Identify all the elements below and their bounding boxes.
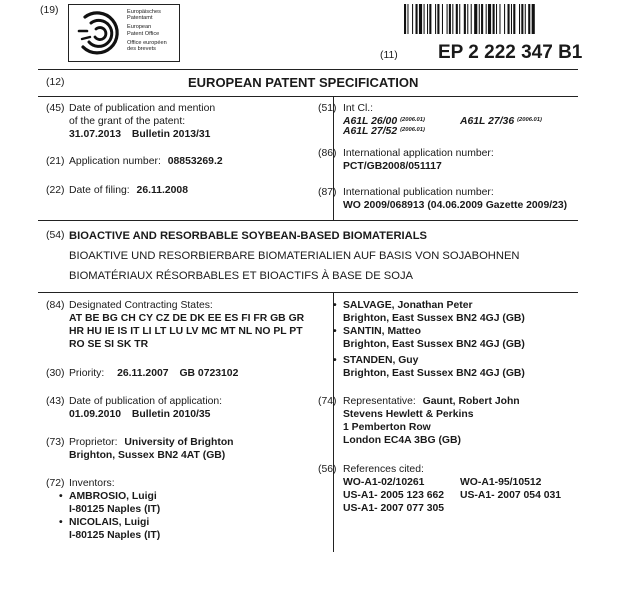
barcode-bar xyxy=(412,4,413,34)
field-code-51: (51) xyxy=(318,103,337,114)
field-code-84: (84) xyxy=(46,300,65,311)
title-french: BIOMATÉRIAUX RÉSORBABLES ET BIOACTIFS À BASE DE SOJA xyxy=(69,270,413,282)
epo-logo-icon xyxy=(75,9,121,57)
office-name-line: des brevets xyxy=(127,46,156,53)
grant-bulletin: Bulletin 2013/31 xyxy=(131,129,211,140)
barcode-bar xyxy=(493,4,495,34)
proprietor-label: Proprietor: xyxy=(69,437,118,448)
filing-date-value: 26.11.2008 xyxy=(136,185,188,196)
application-publication-bulletin: Bulletin 2010/35 xyxy=(131,409,211,420)
reference-cited: US-A1- 2007 077 305 xyxy=(343,503,445,514)
barcode-bar xyxy=(437,4,439,34)
field-code-54: (54) xyxy=(46,230,65,241)
contracting-states-label: Designated Contracting States: xyxy=(69,300,213,311)
proprietor-name: University of Brighton xyxy=(124,437,234,448)
barcode-bar xyxy=(467,4,468,34)
barcode-bar xyxy=(488,4,491,34)
field-code-87: (87) xyxy=(318,187,337,198)
office-name-line: Europäisches xyxy=(127,9,161,15)
representative-line: London EC4A 3BG (GB) xyxy=(343,435,461,446)
barcode-bar xyxy=(528,4,530,34)
reference-cited: WO-A1-95/10512 xyxy=(460,477,542,488)
intl-publication-value: WO 2009/068913 (04.06.2009 Gazette 2009/23) xyxy=(343,200,568,211)
title-english: BIOACTIVE AND RESORBABLE SOYBEAN-BASED BIOMATERIALS xyxy=(69,230,428,242)
barcode-bar xyxy=(424,4,425,34)
grant-publication-label: of the grant of the patent: xyxy=(69,116,186,127)
title-german: BIOAKTIVE UND RESORBIERBARE BIOMATERIALIEN AUF BASIS VON SOJABOHNEN xyxy=(69,250,520,262)
office-name-line: Patent Office xyxy=(127,30,160,37)
barcode-bar xyxy=(474,4,477,34)
barcode-bar xyxy=(532,4,535,34)
representative-line: Stevens Hewlett & Perkins xyxy=(343,409,474,420)
barcode-bar xyxy=(456,4,458,34)
contracting-states-line: AT BE BG CH CY CZ DE DK EE ES FI FR GB GR xyxy=(69,313,305,324)
inventors-label: Inventors: xyxy=(69,478,115,489)
field-code-56: (56) xyxy=(318,464,337,475)
publication-number: EP 2 222 347 B1 xyxy=(438,42,583,63)
office-name-line: Office européen xyxy=(127,39,167,46)
barcode-bar xyxy=(429,4,431,34)
representative-line: Gaunt, Robert John xyxy=(422,396,520,407)
priority-date: 26.11.2007 xyxy=(117,368,169,379)
barcode-bar xyxy=(519,4,520,34)
ipc-code: A61L 27/36 $^{(2006.01)}$ xyxy=(460,116,542,127)
ipc-code: A61L 27/52 $^{(2006.01)}$ xyxy=(343,126,425,137)
barcode-bar xyxy=(525,4,526,34)
divider xyxy=(38,220,578,221)
barcode-bar xyxy=(404,4,406,34)
barcode-bar xyxy=(419,4,422,34)
representative-line: 1 Pemberton Row xyxy=(343,422,431,433)
barcode-bar xyxy=(499,4,500,34)
application-publication-value xyxy=(69,409,210,422)
inventor-address: Brighton, East Sussex BN2 4GJ (GB) xyxy=(343,339,525,350)
priority-row xyxy=(69,368,238,381)
grant-publication-label: Date of publication and mention xyxy=(69,103,216,114)
field-code-12: (12) xyxy=(46,77,65,88)
office-name-block xyxy=(127,9,167,52)
field-code-86: (86) xyxy=(318,148,337,159)
intl-application-value: PCT/GB2008/051117 xyxy=(343,161,442,172)
filing-date-label: Date of filing: xyxy=(69,185,130,196)
field-code-45: (45) xyxy=(46,103,65,114)
barcode-bar xyxy=(442,4,443,34)
proprietor-address: Brighton, Sussex BN2 4AT (GB) xyxy=(69,450,226,461)
divider xyxy=(38,96,578,97)
barcode-bar xyxy=(416,4,418,34)
office-name-line: European xyxy=(127,24,152,31)
priority-ref: GB 0723102 xyxy=(179,368,239,379)
divider xyxy=(38,292,578,293)
barcode-bar xyxy=(407,4,408,34)
barcode-bar xyxy=(511,4,512,34)
barcode-bar xyxy=(447,4,448,34)
inventor-name: • SALVAGE, Jonathan Peter xyxy=(343,300,473,313)
priority-label: Priority: xyxy=(69,368,105,379)
barcode-bar xyxy=(459,4,460,34)
inventor-name: • AMBROSIO, Luigi xyxy=(69,491,157,504)
barcode xyxy=(404,4,578,34)
application-publication-label: Date of publication of application: xyxy=(69,396,223,407)
barcode-bar xyxy=(471,4,472,34)
barcode-bar xyxy=(496,4,497,34)
field-code-73: (73) xyxy=(46,437,65,448)
barcode-bar xyxy=(449,4,451,34)
references-label: References cited: xyxy=(343,464,424,475)
barcode-bar xyxy=(464,4,466,34)
barcode-bar xyxy=(508,4,510,34)
barcode-bar xyxy=(427,4,428,34)
field-code-43: (43) xyxy=(46,396,65,407)
barcode-bar xyxy=(486,4,487,34)
application-number-row xyxy=(69,156,223,169)
field-code-21: (21) xyxy=(46,156,65,167)
int-cl-label: Int Cl.: xyxy=(343,103,374,114)
barcode-bar xyxy=(513,4,515,34)
intl-application-label: International application number: xyxy=(343,148,494,159)
representative-label: Representative: xyxy=(343,396,416,407)
intl-publication-label: International publication number: xyxy=(343,187,494,198)
inventor-address: Brighton, East Sussex BN2 4GJ (GB) xyxy=(343,368,525,379)
inventor-address: I-80125 Naples (IT) xyxy=(69,504,161,515)
document-type-title: EUROPEAN PATENT SPECIFICATION xyxy=(188,75,419,90)
inventor-name: • STANDEN, Guy xyxy=(343,355,418,368)
contracting-states-line: HR HU IE IS IT LI LT LU LV MC MT NL NO PL PT xyxy=(69,326,303,337)
reference-cited: WO-A1-02/10261 xyxy=(343,477,425,488)
inventor-name: • NICOLAIS, Luigi xyxy=(69,517,149,530)
field-code-72: (72) xyxy=(46,478,65,489)
inventor-name: • SANTIN, Matteo xyxy=(343,326,421,339)
barcode-bar xyxy=(435,4,436,34)
representative-row xyxy=(343,396,520,409)
filing-date-row xyxy=(69,185,188,198)
application-number-label: Application number: xyxy=(69,156,161,167)
epo-logo-box xyxy=(68,4,180,62)
contracting-states-line: RO SE SI SK TR xyxy=(69,339,149,350)
office-name-line: Patentamt xyxy=(127,15,153,22)
field-code-30: (30) xyxy=(46,368,65,379)
divider xyxy=(38,69,578,70)
application-publication-date: 01.09.2010 xyxy=(69,409,122,420)
grant-date: 31.07.2013 xyxy=(69,129,122,140)
field-code-22: (22) xyxy=(46,185,65,196)
ipc-code: A61L 26/00 $^{(2006.01)}$ xyxy=(343,116,425,127)
field-code-19: (19) xyxy=(40,5,59,16)
barcode-bar xyxy=(521,4,523,34)
barcode-bar xyxy=(504,4,505,34)
field-code-74: (74) xyxy=(318,396,337,407)
inventor-address: Brighton, East Sussex BN2 4GJ (GB) xyxy=(343,313,525,324)
application-number-value: 08853269.2 xyxy=(167,156,223,167)
inventor-address: I-80125 Naples (IT) xyxy=(69,530,161,541)
reference-cited: US-A1- 2007 054 031 xyxy=(460,490,562,501)
grant-publication-value xyxy=(69,129,210,142)
barcode-bar xyxy=(479,4,480,34)
field-code-11: (11) xyxy=(380,50,398,61)
reference-cited: US-A1- 2005 123 662 xyxy=(343,490,445,501)
barcode-bar xyxy=(481,4,483,34)
proprietor-row xyxy=(69,437,234,450)
barcode-bar xyxy=(452,4,453,34)
